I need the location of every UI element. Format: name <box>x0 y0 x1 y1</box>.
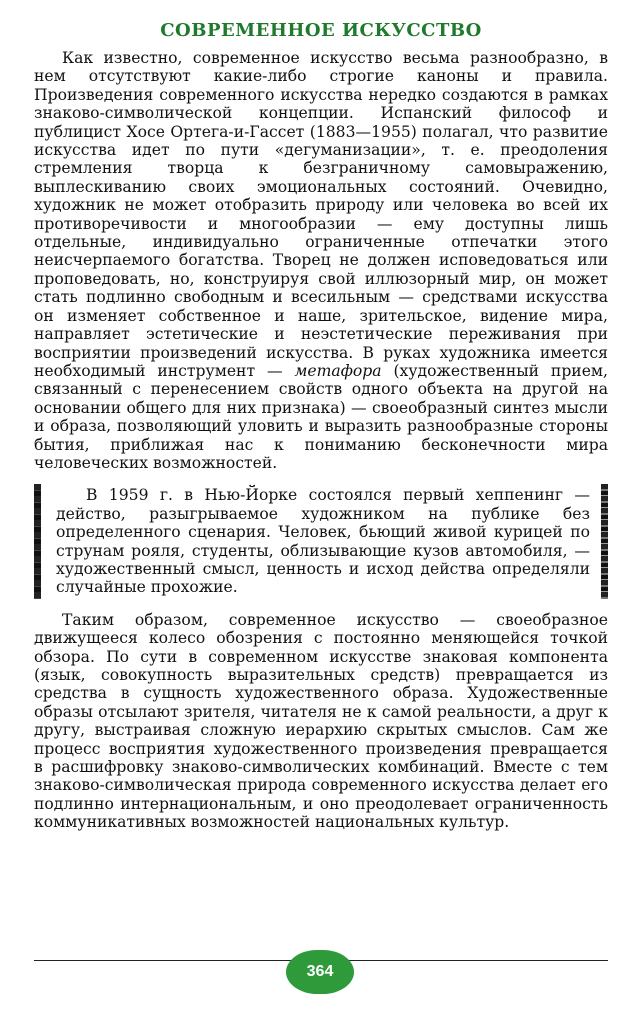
page-number-badge: 364 <box>286 950 354 994</box>
happening-sidebar-box <box>34 482 608 600</box>
sidebar-left-border <box>34 484 41 598</box>
page-content <box>34 14 608 832</box>
paragraph-intro-text: Как известно, современное искусство весьма разнообразно, в нем отсутствуют какие-либо строгие каноны и правила. Произведения современного искусства нередко создаются в рамках знаково-символической концепции. Испанский философ и публицист Хосе Ортега-и-Гассет (1883—1955) полагал, что развитие искусства идет по пути «дегуманизации», т. е. преодоления стремления творца к безграничному самовыражению, выплескиванию своих эмоциональных состояний. Очевидно, художник не может отобразить природу или человека во всей их противоречивости и многообразии — ему доступны лишь отдельные, индивидуально ограниченные отпечатки этого неисчерпаемого богатства. Творец не должен исповедоваться или проповедовать, но, конструируя свой иллюзорный мир, он может стать подлинно свободным и всесильным — средствами искусства он изменяет собственное и наше, зрительское, видение мира, направляет эстетические и неэстетические переживания при восприятии произведений искусства. В руках художника имеется необходимый инструмент — <box>34 49 608 380</box>
paragraph-intro-text-end: (художественный прием, связанный с перенесением свойств одного объекта на другой на основании общего для них признака) — своеобразный синтез мысли и образа, позволяющий уловить и выразить разнообразные стороны бытия, приближая нас к пониманию бесконечности мира человеческих возможностей. <box>34 361 609 472</box>
happening-text: В 1959 г. в Нью-Йорке состоялся первый хеппенинг — действо, разыгрываемое художником на публике без определенного сценария. Человек, бьющий живой курицей по струнам рояля, студенты, облизывающие кузов автомобиля, — художественный смысл, ценность и исход действа определяли случайные прохожие. <box>56 486 590 597</box>
paragraph-conclusion: Таким образом, современное искусство — своеобразное движущееся колесо обозрения с постоянно меняющейся точкой обзора. По сути в современном искусстве знаковая компонента (язык, совокупность выразительных средств) превращается из средства в сущность художественного образа. Художественные образы отсылают зрителя, читателя не к самой реальности, а друг к другу, выстраивая сложную иерархию скрытых смыслов. Сам же процесс восприятия художественного произведения превращается в расшифровку знаково-символических комбинаций. Вместе с тем знаково-символическая природа современного искусства делает его подлинно интернациональным, и оно преодолевает ограниченность коммуникативных возможностей национальных культур. <box>34 610 608 832</box>
metaphor-term: метафора <box>294 361 382 380</box>
page-title: СОВРЕМЕННОЕ ИСКУССТВО <box>160 20 482 41</box>
paragraph-intro <box>34 49 608 472</box>
sidebar-right-border <box>601 484 608 598</box>
